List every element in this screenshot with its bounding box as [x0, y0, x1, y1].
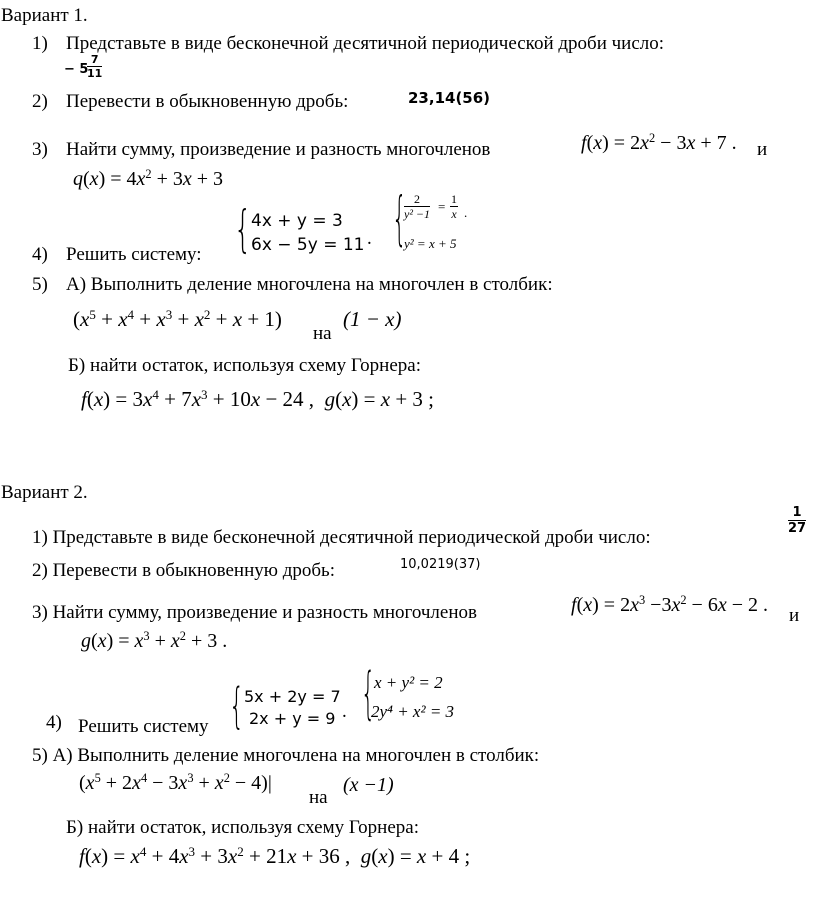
v1-system2-frac-right-num: 1	[451, 192, 457, 206]
v1-system2-frac-left	[404, 193, 430, 220]
v1-task5-number: 5)	[32, 274, 48, 295]
v2-system1-eq1: 5x + 2y = 7	[244, 687, 341, 706]
v1-task3-poly-q: $q(x) = 4x^2 + 3x + 3$	[73, 167, 224, 190]
v2-task3-text: 3) Найти сумму, произведение и разность многочленов	[32, 602, 477, 623]
v1-task1-number: 1)	[32, 33, 48, 54]
v1-system2-frac-left-num: 2	[404, 193, 430, 207]
v1-task1-text: Представьте в виде бесконечной десятичной периодической дроби число:	[66, 33, 665, 54]
v2-task1-text: 1) Представьте в виде бесконечной десятичной периодической дроби число:	[32, 527, 651, 548]
v2-task5a-on: на	[309, 787, 328, 808]
v2-task1-frac-den: 27	[788, 521, 807, 536]
v2-task5a-dividend: $(x^5 + 2x^4 - 3x^3 + x^2 - 4)|$	[79, 771, 272, 794]
v1-system2-equals: =	[438, 199, 446, 214]
v1-task5a-text: А) Выполнить деление многочлена на многочлен в столбик:	[66, 274, 553, 295]
v1-system2-eq2: y² = x + 5	[404, 236, 457, 251]
v1-system2-frac-right-den: x	[451, 207, 457, 221]
v2-system1-brace: {	[229, 678, 245, 734]
v1-task3-number: 3)	[32, 139, 48, 160]
v2-task4-text: Решить систему	[78, 716, 209, 737]
v1-system1-eq1: 4x + y = 3	[251, 211, 343, 231]
v1-task2-number: 2)	[32, 91, 48, 112]
v1-system1-eq2: 6x − 5y = 11	[251, 235, 365, 255]
v1-system2-frac-right	[450, 193, 458, 220]
v1-task3-and: и	[757, 139, 768, 160]
v1-task2-text: Перевести в обыкновенную дробь:	[66, 91, 349, 112]
variant-2-title: Вариант 2.	[1, 482, 88, 503]
v1-task1-frac-num: 7	[87, 54, 102, 67]
v1-system2-brace: {	[392, 184, 407, 252]
v2-task5a-text: 5) А) Выполнить деление многочлена на многочлен в столбик:	[32, 745, 540, 766]
v2-system2-brace: {	[361, 661, 376, 726]
v2-system2-eq2: 2y⁴ + x² = 3	[371, 702, 455, 721]
v2-task3-poly-g: $g(x) = x^3 + x^2 + 3$ .	[81, 629, 228, 652]
v2-system1-dot: .	[342, 701, 347, 722]
v2-task1-fraction	[788, 506, 806, 535]
v1-task3-text: Найти сумму, произведение и разность многочленов	[66, 139, 491, 160]
variant-1-title: Вариант 1.	[1, 5, 88, 26]
v2-system1-eq2: 2x + y = 9	[249, 709, 336, 728]
v2-task2-value: 10,0219(37)	[400, 557, 481, 572]
v1-task1-sign: − 5	[64, 62, 89, 77]
v1-task2-value: 23,14(56)	[408, 89, 491, 107]
v1-system1-brace: {	[234, 200, 252, 258]
v1-system2-dot: .	[464, 205, 468, 220]
v2-system2-eq1: x + y² = 2	[374, 673, 443, 692]
v1-system1-dot: .	[367, 228, 372, 249]
v1-task4-text: Решить систему:	[66, 244, 202, 265]
v2-task2-text: 2) Перевести в обыкновенную дробь:	[32, 560, 335, 581]
v2-task1-frac-num: 1	[788, 506, 806, 521]
v1-system2-frac-left-den: y² −1	[404, 207, 431, 221]
v1-task5b-text: Б) найти остаток, используя схему Горнера:	[68, 355, 421, 376]
v2-task3-poly-f: $f(x) = 2x^3 -3x^2 - 6x - 2$ .	[571, 593, 768, 616]
v1-task5a-divisor: (1 − x)	[343, 307, 402, 331]
v1-task1-fraction	[87, 54, 102, 79]
v2-task5b-poly: $f(x) = x^4 + 4x^3 + 3x^2 + 21x + 36$ , g(x) = x + 4 ;	[79, 843, 471, 868]
v1-task5a-dividend: $(x^5 + x^4 + x^3 + x^2 + x + 1)$	[73, 306, 282, 331]
v1-task1-frac-den: 11	[87, 67, 103, 80]
v1-task5a-on: на	[313, 323, 332, 344]
v2-task4-number: 4)	[46, 712, 62, 733]
v1-task5b-poly: $f(x) = 3x^4 + 7x^3 + 10x - 24$ , g(x) = x + 3 ;	[81, 386, 434, 411]
v1-task4-number: 4)	[32, 244, 48, 265]
v2-task3-and: и	[789, 605, 800, 626]
v2-task5a-divisor: (x −1)	[343, 774, 394, 796]
v1-task3-poly-f: $f(x) = 2x^2 - 3x + 7$ .	[581, 131, 737, 154]
v2-task5b-text: Б) найти остаток, используя схему Горнера:	[66, 817, 419, 838]
